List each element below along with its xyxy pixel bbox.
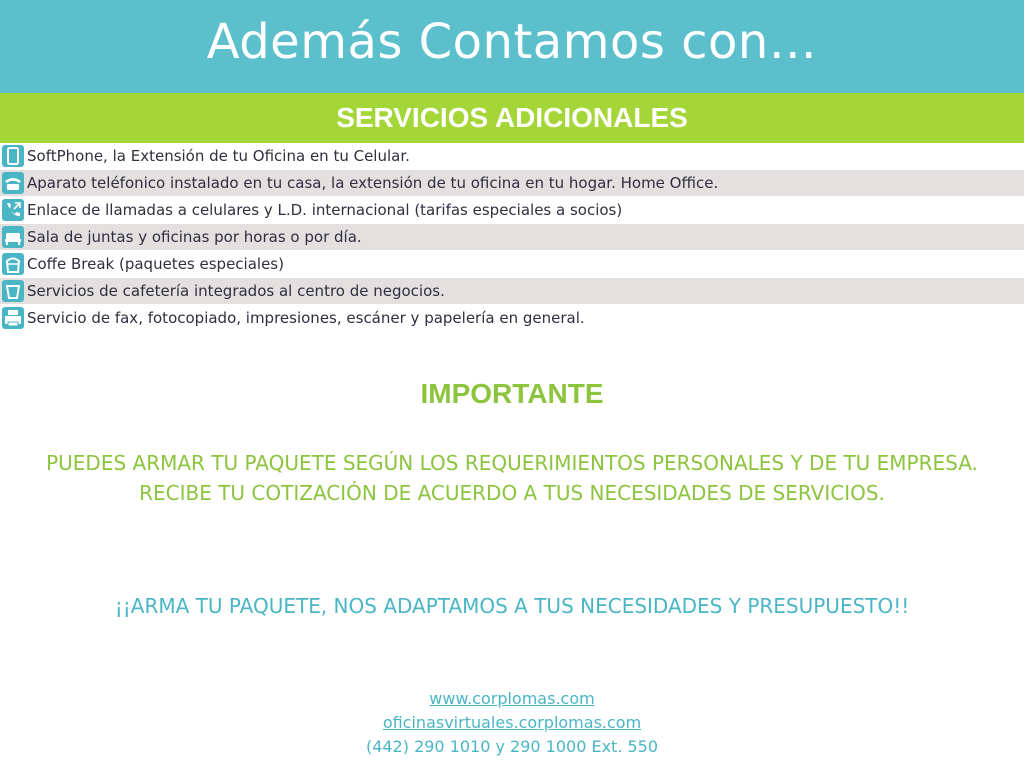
service-row bbox=[0, 305, 1024, 332]
service-text: Servicio de fax, fotocopiado, impresiones, escáner y papelería en general. bbox=[27, 309, 585, 327]
service-row bbox=[0, 197, 1024, 224]
service-row bbox=[0, 224, 1024, 251]
service-row bbox=[0, 143, 1024, 170]
fax-icon bbox=[2, 307, 24, 329]
phone-number: (442) 290 1010 y 290 1000 Ext. 550 bbox=[365, 737, 659, 756]
coffee-cup-icon bbox=[2, 253, 24, 275]
important-line-2: RECIBE TU COTIZACIÓN DE ACUERDO A TUS NECESIDADES DE SERVICIOS. bbox=[139, 481, 885, 505]
service-text: Servicios de cafetería integrados al centro de negocios. bbox=[27, 282, 445, 300]
service-text: Aparato teléfonico instalado en tu casa, la extensión de tu oficina en tu hogar. Home Office. bbox=[27, 174, 719, 192]
cafeteria-icon bbox=[2, 280, 24, 302]
website-link[interactable]: www.corplomas.com bbox=[429, 689, 595, 708]
service-row bbox=[0, 170, 1024, 197]
mobile-phone-icon bbox=[2, 145, 24, 167]
call-to-action: ¡¡ARMA TU PAQUETE, NOS ADAPTAMOS A TUS NECESIDADES Y PRESUPUESTO!! bbox=[114, 594, 910, 618]
service-text: Coffe Break (paquetes especiales) bbox=[27, 255, 284, 273]
service-text: Sala de juntas y oficinas por horas o por día. bbox=[27, 228, 362, 246]
meeting-room-icon bbox=[2, 226, 24, 248]
phone-call-icon bbox=[2, 199, 24, 221]
page-title: Además Contamos con… bbox=[206, 14, 818, 70]
important-heading: IMPORTANTE bbox=[420, 378, 604, 409]
service-text: Enlace de llamadas a celulares y L.D. internacional (tarifas especiales a socios) bbox=[27, 201, 623, 219]
services-list bbox=[0, 143, 1024, 332]
important-line-1: PUEDES ARMAR TU PAQUETE SEGÚN LOS REQUERIMIENTOS PERSONALES Y DE TU EMPRESA. bbox=[46, 451, 978, 475]
desk-phone-icon bbox=[2, 172, 24, 194]
service-text: SoftPhone, la Extensión de tu Oficina en tu Celular. bbox=[27, 147, 410, 165]
service-row bbox=[0, 251, 1024, 278]
virtual-offices-link[interactable]: oficinasvirtuales.corplomas.com bbox=[382, 713, 642, 732]
section-title: SERVICIOS ADICIONALES bbox=[336, 102, 688, 133]
service-row bbox=[0, 278, 1024, 305]
